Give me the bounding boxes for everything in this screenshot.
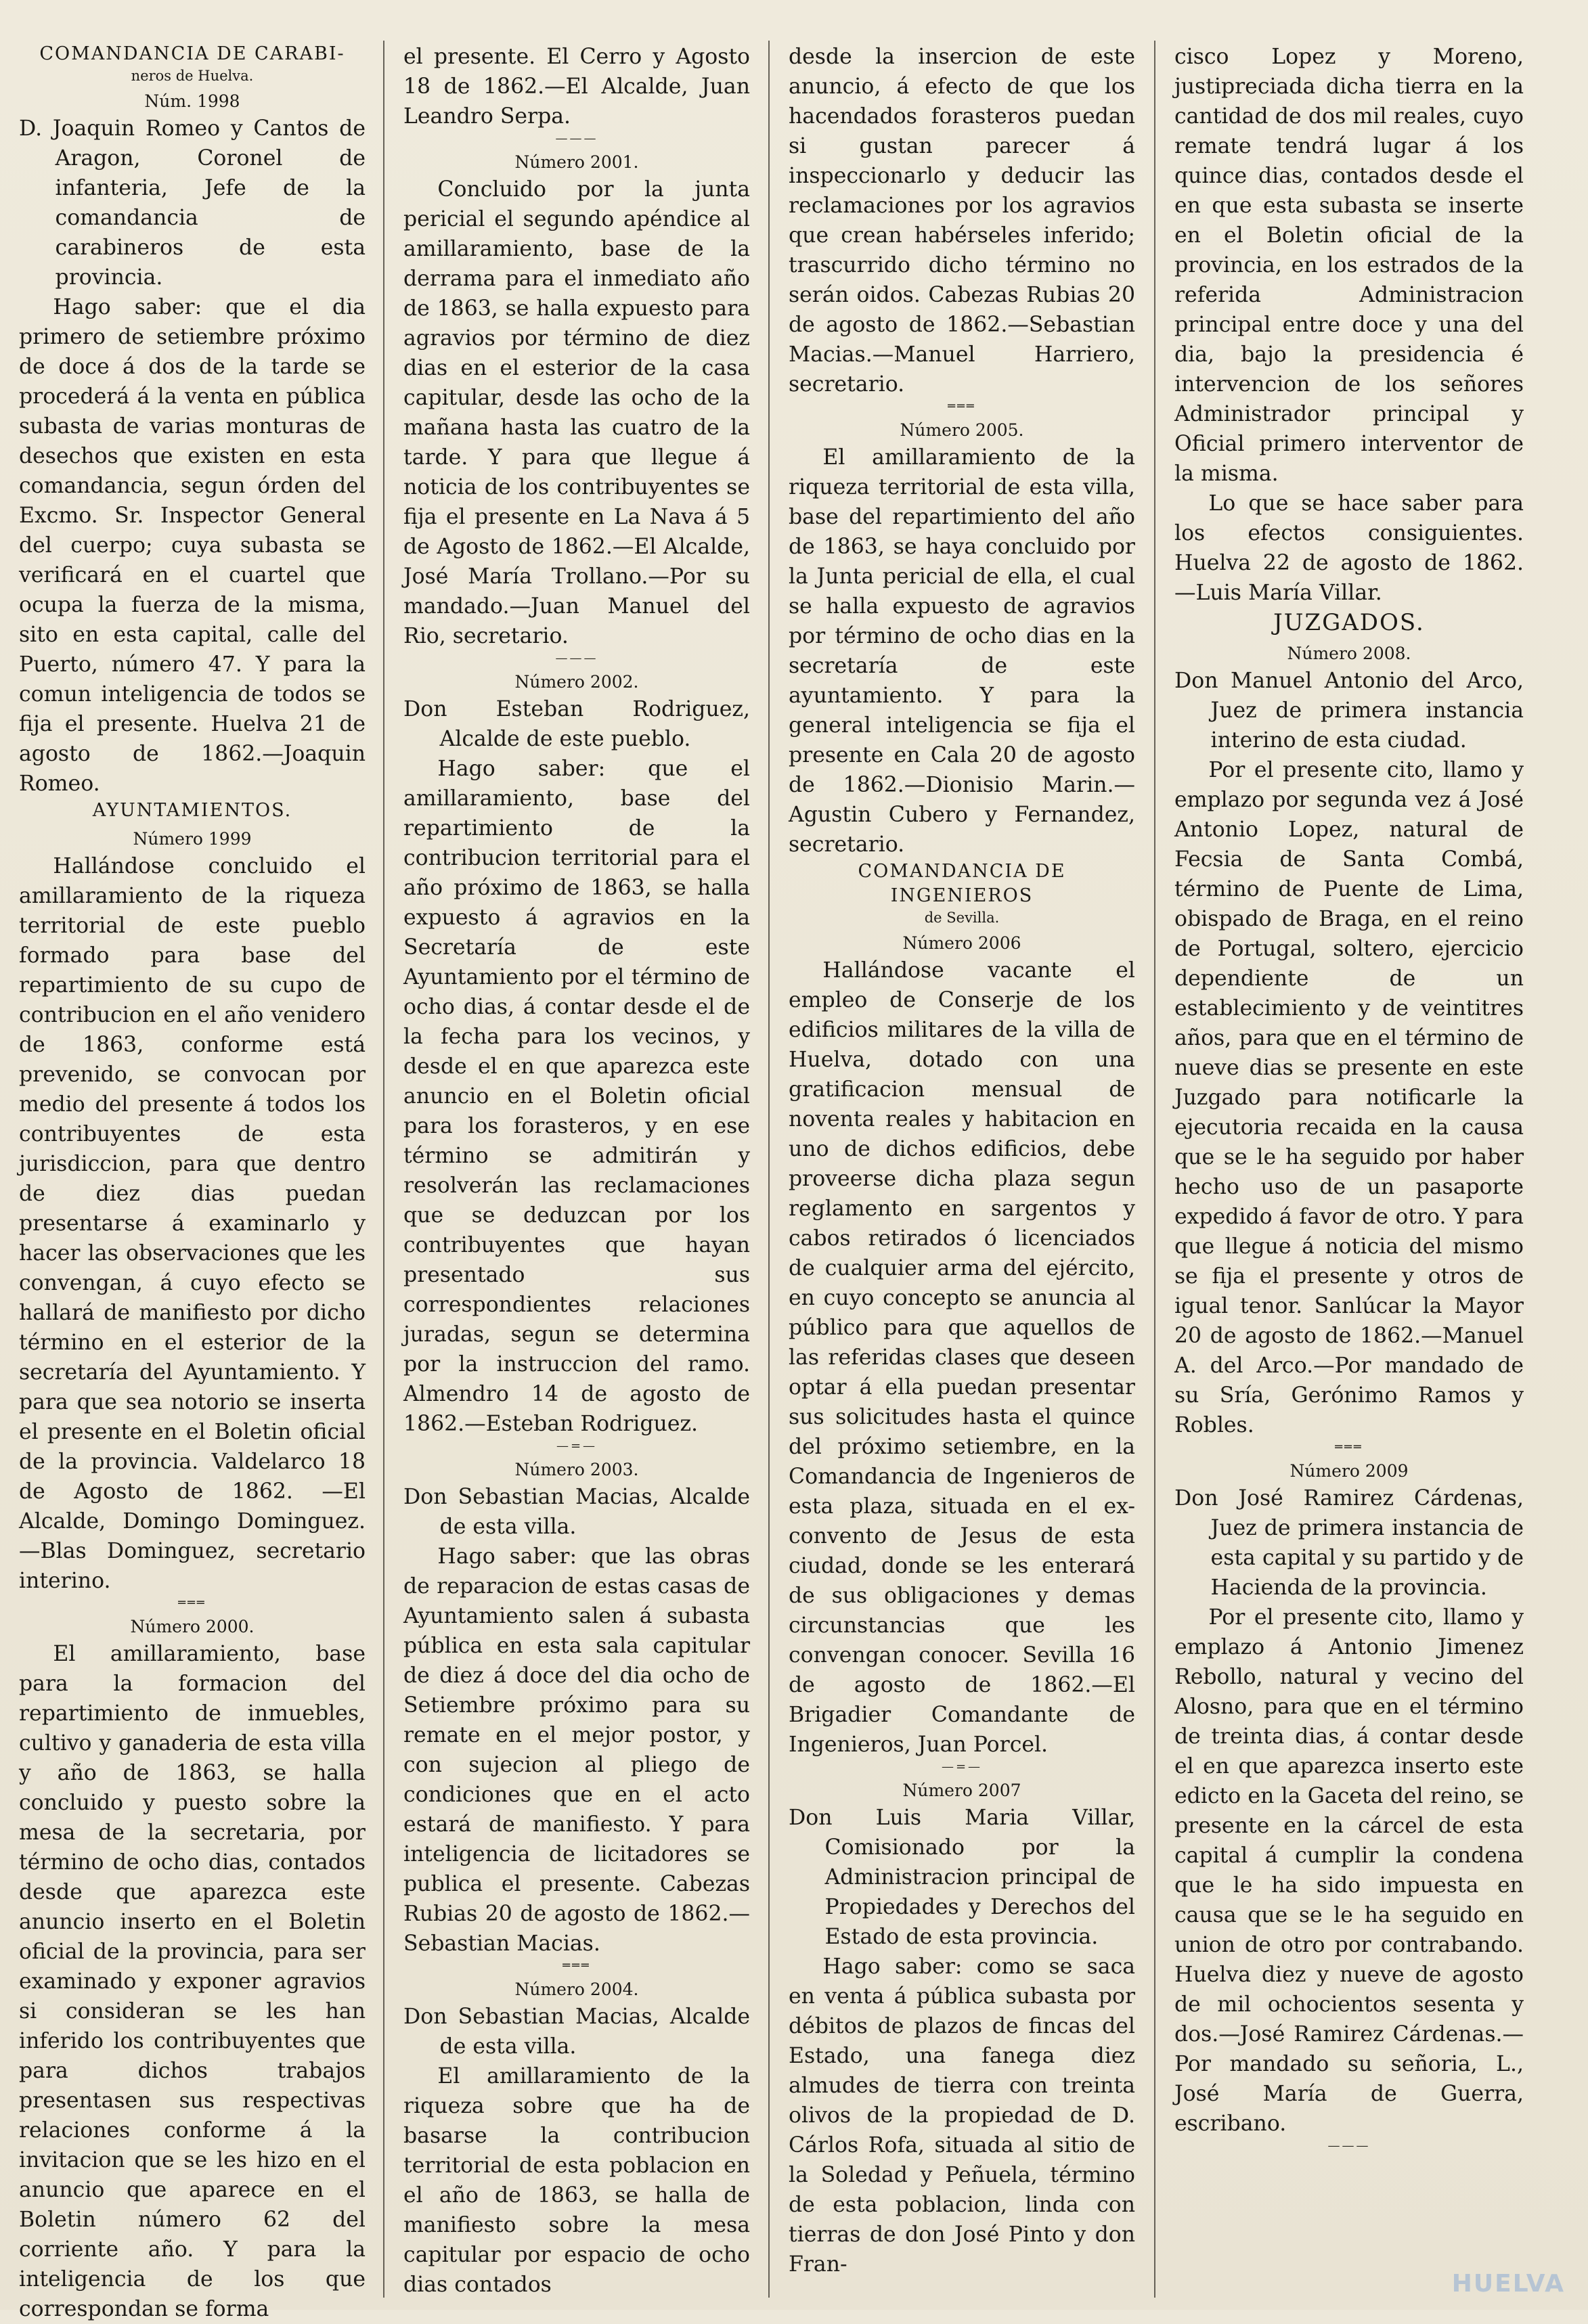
paragraph: Hago saber: como se saca en venta á pública subasta por débitos de plazos de fincas del Estado, una fanega diez almudes de tierra con treinta olivos de la propiedad de D. Cárlos Rofa, situada al sitio de la Soledad y Peñuela, término de esta poblacion, linda con tierras de don José Pinto y don Fran- (789, 1954, 1135, 2277)
notice-number: Número 1999 (133, 829, 252, 849)
separator: —=— (556, 1439, 598, 1453)
section-heading: AYUNTAMIENTOS. (92, 800, 292, 821)
section-subheading: de Sevilla. (924, 910, 1000, 926)
section-subheading: neros de Huelva. (131, 68, 254, 84)
notice-number: Número 2003. (514, 1460, 639, 1479)
column-divider (1154, 41, 1155, 2298)
notice-number: Número 2001. (514, 152, 639, 172)
separator: —=— (941, 1760, 983, 1774)
paragraph: Hago saber: que las obras de reparacion de estas casas de Ayuntamiento salen á subasta pública en esta sala capitular de diez á doce del dia ocho de Setiembre próximo para su remate en el mejor postor, y con sujecion al pliego de condiciones que en el acto estará de manifiesto. Y para inteligencia de licitadores se publica el presente. Cabezas Rubias 20 de agosto de 1862.—Sebastian Macias. (403, 1544, 750, 1956)
paragraph: Hago saber: que el dia primero de setiembre próximo de doce á dos de la tarde se procederá á la venta en pública subasta de varias monturas de desechos que existen en esta comandancia, segun órden del Excmo. Sr. Inspector General del cuerpo; cuya subasta se verificará en el cuartel que ocupa la fuerza de la misma, sito en esta capital, calle del Puerto, número 47. Y para la comun inteligencia de todos se fija el presente. Huelva 21 de agosto de 1862.—Joaquin Romeo. (19, 295, 366, 796)
column-divider (383, 41, 384, 2298)
paragraph: Concluido por la junta pericial el segundo apéndice al amillaramiento, base de la derrama para el inmediato año de 1863, se halla expuesto para agravios por término de diez dias en el esterior de la casa capitular, desde las ocho de la mañana hasta las cuatro de la tarde. Y para que llegue á noticia de los contribuyentes se fija el presente en La Nava á 5 de Agosto de 1862.—El Alcalde, José María Trollano.—Por su mandado.—Juan Manuel del Rio, secretario. (403, 177, 750, 648)
paragraph: Lo que se hace saber para los efectos consiguientes. Huelva 22 de agosto de 1862. —Luis María Villar. (1174, 491, 1524, 605)
notice-number: Número 2005. (900, 420, 1024, 440)
notice-number: Número 2007 (902, 1781, 1021, 1800)
notice-heading: D. Joaquin Romeo y Cantos de Aragon, Coronel de infanteria, Jefe de la comandancia de carabineros de esta provincia. (19, 116, 366, 290)
paragraph: El amillaramiento de la riqueza sobre que ha de basarse la contribucion territorial de esta poblacion en el año de 1863, se halla de manifiesto sobre la mesa capitular por espacio de ocho dias contados (403, 2064, 750, 2297)
paragraph: Hallándose vacante el empleo de Conserje de los edificios militares de la villa de Huelva, dotado con una gratificacion mensual de noventa reales y habitacion en uno de dichos edificios, debe proveerse dicha plaza segun reglamento en sargentos y cabos retirados ó licenciados de cualquier arma del ejército, en cuyo concepto se anuncia al público para que aquellos de las referidas clases que deseen optar á ella puedan presentar sus solicitudes hasta el quince del próximo setiembre, en la Comandancia de Ingenieros de esta plaza, situada en el ex-convento de Jesus de esta ciudad, donde se les enterará de sus obligaciones y demas circunstancias que les convengan conocer. Sevilla 16 de agosto de 1862.—El Brigadier Comandante de Ingenieros, Juan Porcel. (789, 958, 1135, 1757)
separator: ═══ (948, 399, 976, 414)
paragraph: El amillaramiento de la riqueza territorial de esta villa, base del repartimiento del año de 1863, se haya concluido por la Junta pericial de ella, el cual se halla expuesto de agravios por término de ocho dias en la secretaría de este ayuntamiento. Y para la general inteligencia se fija el presente en Cala 20 de agosto de 1862.—Dionisio Marin.—Agustin Cubero y Fernandez, secretario. (789, 445, 1135, 857)
notice-heading: Don Sebastian Macias, Alcalde de esta villa. (403, 1485, 750, 1539)
notice-heading: Don Manuel Antonio del Arco, Juez de primera instancia interino de esta ciudad. (1174, 669, 1524, 753)
text-column-4 (1174, 42, 1524, 2296)
paragraph-continued: desde la insercion de este anuncio, á efecto de que los hacendados forasteros puedan si gustan parecer á inspeccionarlo y deducir las reclamaciones por los agravios que crean habérseles inferido; trascurrido dicho término no serán oidos. Cabezas Rubias 20 de agosto de 1862.—Sebastian Macias.—Manuel Harriero, secretario. (789, 45, 1135, 397)
notice-number: Número 2000. (130, 1617, 255, 1636)
notice-number: Número 2009 (1289, 1461, 1409, 1481)
column-divider (768, 41, 770, 2298)
separator: ——— (555, 131, 598, 146)
paragraph: Hago saber: que el amillaramiento, base del repartimiento de la contribucion territorial para el año próximo de 1863, se halla expuesto á agravios en la Secretaría de este Ayuntamiento por el término de ocho dias, á contar desde el de la fecha para los vecinos, y desde el en que aparezca este anuncio en el Boletin oficial para los forasteros, y en ese término se admitirán y resolverán las reclamaciones que se deduzcan por los contribuyentes que hayan presentado sus correspondientes relaciones juradas, segun se determina por la instruccion del ramo. Almendro 14 de agosto de 1862.—Esteban Rodriguez. (403, 757, 750, 1436)
notice-number: Núm. 1998 (144, 91, 240, 111)
section-heading: COMANDANCIA DE CARABI- (39, 43, 345, 64)
section-heading: JUZGADOS. (1273, 609, 1425, 636)
text-column-2 (403, 42, 750, 2296)
separator: ═══ (178, 1596, 206, 1610)
text-column-3 (789, 42, 1135, 2296)
paragraph-continued: el presente. El Cerro y Agosto 18 de 1862.—El Alcalde, Juan Leandro Serpa. (403, 45, 750, 129)
notice-heading: Don José Ramirez Cárdenas, Juez de primera instancia de esta capital y su partido y de Hacienda de la provincia. (1174, 1486, 1524, 1600)
paragraph: Por el presente cito, llamo y emplazo á Antonio Jimenez Rebollo, natural y vecino del Alosno, para que en el término de treinta dias, á contar desde el en que aparezca inserto este edicto en la Gaceta del reino, se presente en la cárcel de esta capital á cumplir la condena que le ha sido impuesta en causa que se le ha seguido en union de otro por contrabando. Huelva diez y nueve de agosto de mil ochocientos sesenta y dos.—José Ramirez Cárdenas.—Por mandado su señoria, L., José María de Guerra, escribano. (1174, 1605, 1524, 2136)
separator: ═══ (563, 1959, 591, 1973)
notice-number: Número 2002. (514, 672, 639, 692)
section-heading: COMANDANCIA DE INGENIEROS (858, 861, 1066, 906)
notice-number: Número 2004. (514, 1980, 639, 1999)
notice-heading: Don Esteban Rodriguez, Alcalde de este pueblo. (403, 697, 750, 751)
separator: ——— (555, 651, 598, 665)
notice-heading: Don Luis Maria Villar, Comisionado por la Administracion principal de Propiedades y Derechos del Estado de esta provincia. (789, 1806, 1135, 1949)
separator: ——— (1327, 2139, 1371, 2153)
paragraph-continued: cisco Lopez y Moreno, justipreciada dicha tierra en la cantidad de dos mil reales, cuyo remate tendrá lugar á los quince dias, contados desde el en que esta subasta se inserte en el Boletin oficial de la provincia, en los estrados de la referida Administracion principal entre doce y una del dia, bajo la presidencia é intervencion de los señores Administrador principal y Oficial primero interventor de la misma. (1174, 45, 1524, 486)
paragraph: El amillaramiento, base para la formacion del repartimiento de inmuebles, cultivo y ganaderia de esta villa y año de 1863, se halla concluido y puesto sobre la mesa de la secretaria, por término de ocho dias, contados desde que aparezca este anuncio inserto en el Boletin oficial de la provincia, para ser examinado y exponer agravios si consideran se les han inferido los contribuyentes que para dichos trabajos presentasen sus respectivas relaciones conforme á la invitacion que se les hizo en el anuncio que aparece en el Boletin número 62 del corriente año. Y para la inteligencia de los que correspondan se forma (19, 1642, 366, 2321)
notice-number: Número 2008. (1287, 644, 1411, 663)
notice-heading: Don Sebastian Macias, Alcalde de esta villa. (403, 2005, 750, 2059)
notice-number: Número 2006 (902, 933, 1021, 953)
archive-watermark: HUELVA (1451, 2270, 1565, 2298)
separator: ═══ (1335, 1440, 1363, 1454)
text-column-1 (19, 42, 366, 2321)
paragraph: Hallándose concluido el amillaramiento de la riqueza territorial de este pueblo formado para base del repartimiento de su cupo de contribucion en el año venidero de 1863, conforme está prevenido, se convocan por medio del presente á todos los contribuyentes de esta jurisdiccion, para que dentro de diez dias puedan presentarse á examinarlo y hacer las observaciones que les convengan, á cuyo efecto se hallará de manifiesto por dicho término en el esterior de la secretaría del Ayuntamiento. Y para que sea notorio se inserta el presente en el Boletin oficial de la provincia. Valdelarco 18 de Agosto de 1862. —El Alcalde, Domingo Dominguez.—Blas Dominguez, secretario interino. (19, 854, 366, 1593)
paragraph: Por el presente cito, llamo y emplazo por segunda vez á José Antonio Lopez, natural de Fecsia de Santa Combá, término de Puente de Lima, obispado de Braga, en el reino de Portugal, soltero, ejercicio dependiente de un establecimiento y de veintitres años, para que en el término de nueve dias se presente en este Juzgado para notificarle la ejecutoria recaida en la causa que se le ha seguido por haber hecho uso de un pasaporte expedido á favor de otro. Y para que llegue á noticia del mismo se fija el presente y otros de igual tenor. Sanlúcar la Mayor 20 de agosto de 1862.—Manuel A. del Arco.—Por mandado de su Sría, Gerónimo Ramos y Robles. (1174, 758, 1524, 1437)
